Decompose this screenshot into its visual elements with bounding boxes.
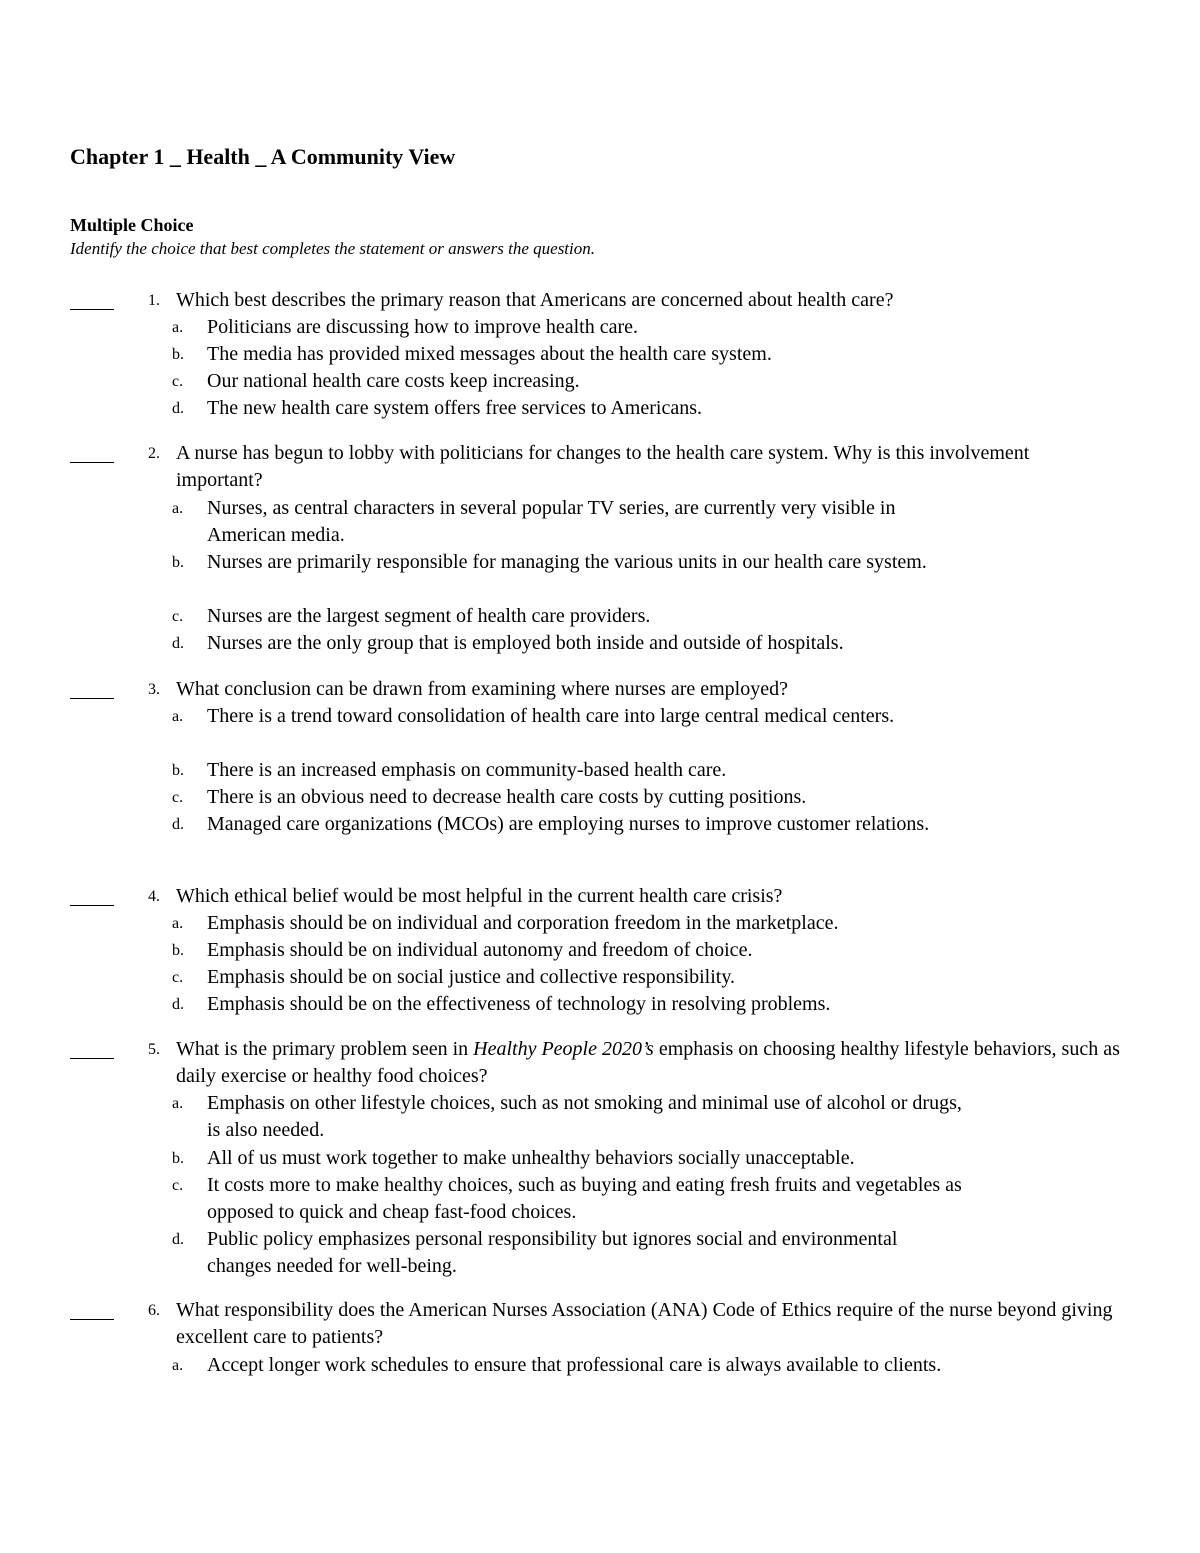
question-number: 6. [148,1302,160,1319]
section-heading: Multiple Choice [70,215,194,235]
option-label: a. [172,1095,184,1112]
option-text: Nurses are primarily responsible for managing the various units in our health care system. [207,551,927,573]
option-label: a. [172,319,184,336]
answer-blank[interactable] [70,698,114,699]
option-text: Public policy emphasizes personal responsibility but ignores social and environmental changes needed for well-being. [207,1228,898,1277]
question-number: 5. [148,1041,160,1058]
option-text: Managed care organizations (MCOs) are employing nurses to improve customer relations. [207,813,930,835]
question-text: A nurse has begun to lobby with politicians for changes to the health care system. Why is this involvement important? [176,442,1030,491]
question-number: 4. [148,888,160,905]
option-label: b. [172,346,184,363]
answer-blank[interactable] [70,1319,114,1320]
option-label: b. [172,762,184,779]
page-title: Chapter 1 _ Health _ A Community View [70,144,456,169]
instructions: Identify the choice that best completes the statement or answers the question. [70,239,595,258]
option-label: d. [172,996,184,1013]
option-text: It costs more to make healthy choices, such as buying and eating fresh fruits and vegetables as opposed to quick and cheap fast-food choices. [207,1174,962,1223]
option-text: Emphasis should be on the effectiveness of technology in resolving problems. [207,993,831,1015]
option-label: d. [172,816,184,833]
option-text: Our national health care costs keep increasing. [207,370,580,392]
option-label: d. [172,1231,184,1248]
question-text: Which best describes the primary reason that Americans are concerned about health care? [176,289,894,311]
question-text-part: emphasis on choosing healthy lifestyle behaviors, such as daily exercise or healthy food choices? [176,1038,1120,1087]
option-label: c. [172,969,184,986]
answer-blank[interactable] [70,309,114,310]
option-text: Nurses are the largest segment of health care providers. [207,605,651,627]
option-text: Emphasis should be on individual autonomy and freedom of choice. [207,939,753,961]
option-label: d. [172,400,184,417]
option-label: b. [172,942,184,959]
answer-blank[interactable] [70,1058,114,1059]
question-number: 1. [148,292,160,309]
option-label: b. [172,1150,184,1167]
question-text: Which ethical belief would be most helpful in the current health care crisis? [176,885,783,907]
question-number: 3. [148,681,160,698]
option-label: a. [172,708,184,725]
option-label: c. [172,373,184,390]
option-label: d. [172,635,184,652]
option-text: Emphasis should be on individual and corporation freedom in the marketplace. [207,912,839,934]
option-text: Emphasis should be on social justice and collective responsibility. [207,966,736,988]
option-label: a. [172,915,184,932]
option-text: All of us must work together to make unhealthy behaviors socially unacceptable. [207,1147,855,1169]
option-text: Politicians are discussing how to improve health care. [207,316,639,338]
source-title: Healthy People 2020’s [473,1038,654,1060]
option-text: Accept longer work schedules to ensure that professional care is always available to clients. [207,1354,942,1376]
question-text-part: What is the primary problem seen in [176,1038,474,1060]
question-text: What conclusion can be drawn from examining where nurses are employed? [176,678,788,700]
option-text: There is an increased emphasis on community-based health care. [207,759,727,781]
option-text: There is an obvious need to decrease health care costs by cutting positions. [207,786,807,808]
answer-blank[interactable] [70,462,114,463]
option-text: The media has provided mixed messages about the health care system. [207,343,772,365]
answer-blank[interactable] [70,905,114,906]
question-text: What responsibility does the American Nurses Association (ANA) Code of Ethics require of the nurse beyond giving excellent care to patients? [176,1299,1113,1348]
option-label: a. [172,1357,184,1374]
option-text: Nurses, as central characters in several popular TV series, are currently very visible in American media. [207,497,896,546]
question-text [176,1036,1136,1090]
option-text: Nurses are the only group that is employed both inside and outside of hospitals. [207,632,844,654]
option-label: c. [172,1177,184,1194]
option-label: a. [172,500,184,517]
option-text: There is a trend toward consolidation of health care into large central medical centers. [207,705,895,727]
option-label: c. [172,789,184,806]
question-number: 2. [148,445,160,462]
option-label: b. [172,554,184,571]
option-text: Emphasis on other lifestyle choices, such as not smoking and minimal use of alcohol or drugs, is also needed. [207,1092,962,1141]
option-text: The new health care system offers free services to Americans. [207,397,702,419]
option-label: c. [172,608,184,625]
